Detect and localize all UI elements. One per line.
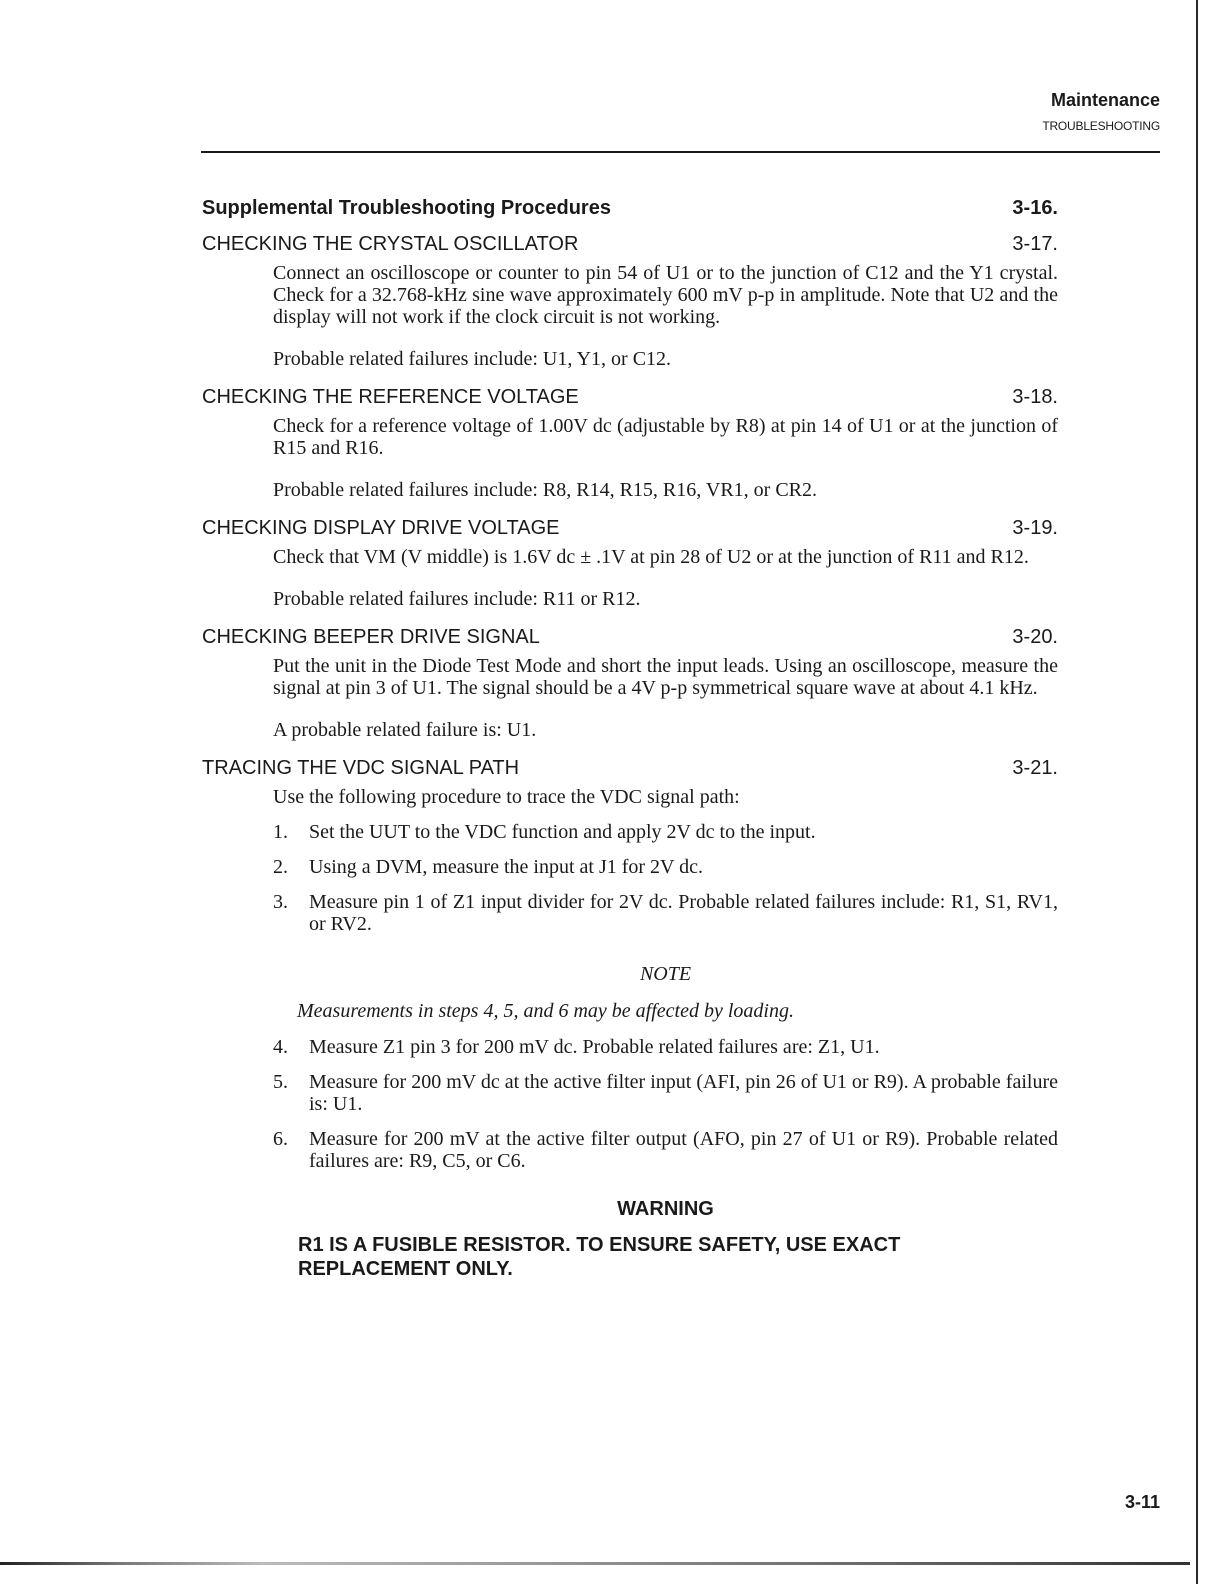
step-number: 1. (273, 821, 288, 843)
section-body: Connect an oscilloscope or counter to pin 54 of U1 or to the junction of C12 and the Y1 crystal. Check for a 32.768-kHz sine wave approximately 600 mV p-p in amplitude. Note that U2 and the display will not work if the clock circuit is not working. (273, 262, 1058, 328)
note-title: NOTE (639, 963, 692, 985)
step-number: 6. (273, 1128, 288, 1150)
step-item (273, 821, 1058, 843)
main-heading (202, 195, 1058, 221)
header-subsection: TROUBLESHOOTING (1042, 119, 1160, 133)
section-body: Check for a reference voltage of 1.00V dc (adjustable by R8) at pin 14 of U1 or at the junction of R15 and R16. (273, 415, 1058, 459)
page-content (202, 195, 1058, 1281)
section-title: TRACING THE VDC SIGNAL PATH (202, 757, 520, 779)
step-number: 4. (273, 1036, 288, 1058)
section-beeper-drive-signal (202, 624, 1058, 741)
note-text: Measurements in steps 4, 5, and 6 may be affected by loading. (297, 1000, 794, 1022)
section-heading (202, 384, 1058, 410)
section-body: Put the unit in the Diode Test Mode and short the input leads. Using an oscilloscope, measure the signal at pin 3 of U1. The signal should be a 4V p-p symmetrical square wave at about 4.1 kHz. (273, 655, 1058, 699)
steps-list (273, 1036, 1058, 1172)
section-body: Check that VM (V middle) is 1.6V dc ± .1V at pin 28 of U2 or at the junction of R11 and R12. (273, 546, 1029, 568)
step-text: Measure pin 1 of Z1 input divider for 2V dc. Probable related failures include: R1, S1, RV1, or RV2. (309, 891, 1058, 935)
step-number: 2. (273, 856, 288, 878)
step-text: Measure Z1 pin 3 for 200 mV dc. Probable related failures are: Z1, U1. (309, 1036, 880, 1058)
warning-text: R1 IS A FUSIBLE RESISTOR. TO ENSURE SAFETY, USE EXACT REPLACEMENT ONLY. (298, 1234, 901, 1280)
section-number: 3-19. (1012, 517, 1058, 539)
steps-list (273, 821, 1058, 935)
section-intro: Use the following procedure to trace the VDC signal path: (273, 786, 740, 808)
section-number: 3-17. (1012, 233, 1058, 255)
step-item (273, 1071, 1058, 1115)
section-number: 3-18. (1012, 386, 1058, 408)
section-title: CHECKING DISPLAY DRIVE VOLTAGE (202, 517, 560, 539)
section-number: 3-21. (1012, 757, 1058, 779)
step-number: 5. (273, 1071, 288, 1093)
page-number: 3-11 (1124, 1492, 1160, 1512)
step-text: Using a DVM, measure the input at J1 for 2V dc. (309, 856, 704, 878)
section-reference-voltage (202, 384, 1058, 501)
section-heading (202, 231, 1058, 257)
section-title: CHECKING THE CRYSTAL OSCILLATOR (202, 233, 579, 255)
section-heading (202, 624, 1058, 650)
main-heading-number: 3-16. (1012, 197, 1058, 219)
probable-failures: A probable related failure is: U1. (273, 719, 537, 741)
step-text: Measure for 200 mV at the active filter output (AFO, pin 27 of U1 or R9). Probable related failures are: R9, C5, or C6. (309, 1128, 1058, 1172)
probable-failures: Probable related failures include: U1, Y1, or C12. (273, 348, 672, 370)
section-display-drive-voltage (202, 515, 1058, 610)
section-heading (202, 515, 1058, 541)
section-number: 3-20. (1012, 626, 1058, 648)
step-item (273, 1036, 1058, 1058)
section-heading (202, 755, 1058, 781)
warning-title: WARNING (617, 1198, 714, 1220)
header-section: Maintenance (1050, 90, 1160, 110)
step-text: Measure for 200 mV dc at the active filter input (AFI, pin 26 of U1 or R9). A probable failure is: U1. (309, 1071, 1058, 1115)
section-title: CHECKING BEEPER DRIVE SIGNAL (202, 626, 540, 648)
header-rule (201, 151, 1160, 153)
step-number: 3. (273, 891, 288, 913)
page-edge-right (1196, 0, 1198, 1584)
section-crystal-oscillator (202, 231, 1058, 370)
probable-failures: Probable related failures include: R8, R14, R15, R16, VR1, or CR2. (273, 479, 818, 501)
step-item (273, 891, 1058, 935)
probable-failures: Probable related failures include: R11 or R12. (273, 588, 641, 610)
step-item (273, 856, 1058, 878)
page-edge-bottom (0, 1562, 1190, 1565)
step-item (273, 1128, 1058, 1172)
step-text: Set the UUT to the VDC function and apply 2V dc to the input. (309, 821, 816, 843)
main-heading-title: Supplemental Troubleshooting Procedures (202, 197, 611, 219)
section-vdc-signal-path (202, 755, 1058, 1172)
section-title: CHECKING THE REFERENCE VOLTAGE (202, 386, 579, 408)
